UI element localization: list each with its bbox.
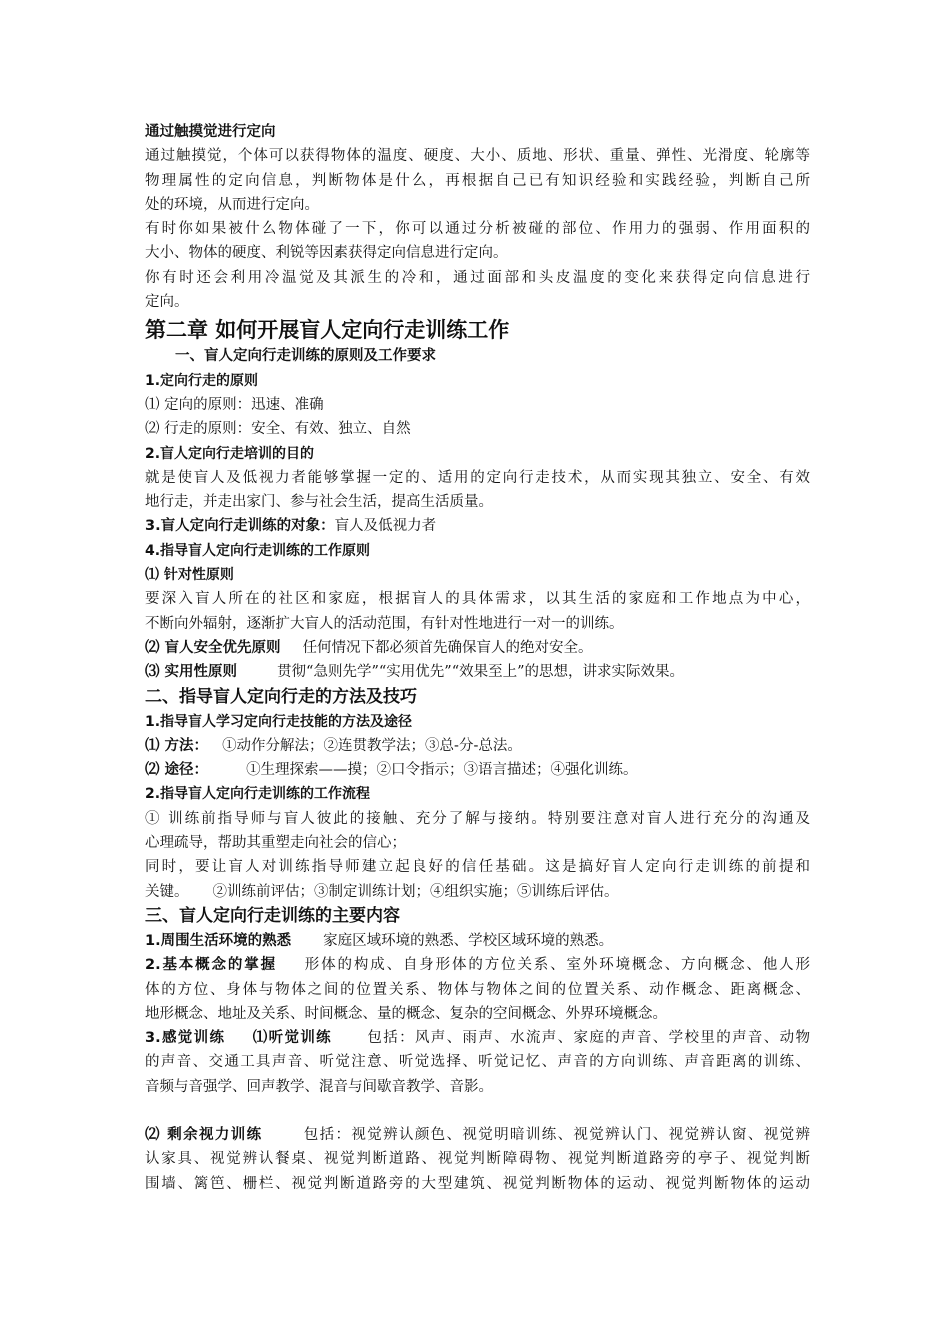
s3-vision-heading: ⑵ 剩余视力训练 — [145, 1126, 263, 1143]
s2-flow-line-2: 心理疏导，帮助其重塑走向社会的信心； — [145, 835, 406, 852]
s2-method-text: ①动作分解法；②连贯教学法；③总-分-总法。 — [222, 737, 522, 754]
principle-3-heading: ⑶ 实用性原则 — [145, 664, 238, 681]
s3-item-2-text: 形体的构成、自身形体的方位关系、室外环境概念、方向概念、他人形 — [302, 957, 810, 974]
s2-way-heading: ⑵ 途径： — [145, 762, 209, 779]
s2-flow-line-4b: ②训练前评估；③制定训练计划；④组织实施；⑤训练后评估。 — [212, 883, 619, 900]
s1-heading-4: 4.指导盲人定向行走训练的工作原则 — [145, 542, 371, 559]
s3-vision-row — [145, 1123, 810, 1147]
s1-item-1: ⑴ 定向的原则：迅速、准确 — [145, 396, 324, 413]
s2-flow-line-1: ① 训练前指导师与盲人彼此的接触、充分了解与接纳。特别要注意对盲人进行充分的沟通及 — [145, 810, 810, 827]
s1-heading-3: 3.盲人定向行走训练的对象： — [145, 518, 335, 535]
s3-item-1-text: 家庭区域环境的熟悉、学校区域环境的熟悉。 — [323, 932, 614, 949]
principle-3-row — [145, 660, 810, 684]
s2-method-row — [145, 734, 810, 758]
s2-way-row — [145, 758, 810, 782]
principle-1-line-2: 不断向外辐射，逐渐扩大盲人的活动范围，有针对性地进行一对一的训练。 — [145, 615, 624, 632]
section-2-heading: 二、指导盲人定向行走的方法及技巧 — [145, 686, 417, 707]
s3-item-2-heading: 2.基本概念的掌握 — [145, 957, 277, 974]
s3-item-3-row — [145, 1026, 810, 1050]
s1-purpose-line-2: 地行走，并走出家门、参与社会生活，提高生活质量。 — [145, 494, 493, 511]
touch-paragraph-3-line-2: 定向。 — [145, 294, 189, 311]
touch-paragraph-1-line-2: 物理属性的定向信息，判断物体是什么，再根据自己已有知识经验和实践经验，判断自己所 — [145, 172, 810, 189]
s2-flow-line-4 — [145, 880, 810, 904]
s3-item-3-line-2: 的声音、交通工具声音、听觉注意、听觉选择、听觉记忆、声音的方向训练、声音距离的训练、 — [145, 1054, 810, 1071]
principle-1-heading: ⑴ 针对性原则 — [145, 567, 234, 584]
touch-paragraph-1-line-1: 通过触摸觉，个体可以获得物体的温度、硬度、大小、质地、形状、重量、弹性、光滑度、轮廓等 — [145, 148, 810, 165]
s3-item-3-line-3: 音频与音强学、回声教学、混音与间歇音教学、音影。 — [145, 1078, 493, 1095]
s3-item-3-subheading: ⑴听觉训练 — [251, 1030, 333, 1047]
s2-flow-line-3: 同时，要让盲人对训练指导师建立起良好的信任基础。这是搞好盲人定向行走训练的前提和 — [145, 859, 810, 876]
principle-2-row — [145, 636, 810, 660]
s1-heading-1: 1.定向行走的原则 — [145, 372, 259, 389]
chapter-2-title: 第二章 如何开展盲人定向行走训练工作 — [145, 318, 510, 343]
s3-vision-line-2: 认家具、视觉辨认餐桌、视觉判断道路、视觉判断障碍物、视觉判断道路旁的亭子、视觉判断 — [145, 1151, 810, 1168]
s3-vision-line-3: 围墙、篱笆、栅栏、视觉判断道路旁的大型建筑、视觉判断物体的运动、视觉判断物体的运动 — [145, 1175, 810, 1192]
s3-item-2-line-2: 体的方位、身体与物体之间的位置关系、物体与物体之间的位置关系、动作概念、距离概念、 — [145, 981, 810, 998]
s2-heading-2: 2.指导盲人定向行走训练的工作流程 — [145, 786, 371, 803]
s3-item-1-heading: 1.周围生活环境的熟悉 — [145, 932, 292, 949]
s3-vision-text: 包括：视觉辨认颜色、视觉明暗训练、视觉辨认门、视觉辨认窗、视觉辨 — [302, 1126, 810, 1143]
s3-item-2-line-3: 地形概念、地址及关系、时间概念、量的概念、复杂的空间概念、外界环境概念。 — [145, 1005, 667, 1022]
s1-heading-3-row — [145, 514, 810, 538]
s1-heading-2: 2.盲人定向行走培训的目的 — [145, 445, 315, 462]
s2-method-heading: ⑴ 方法： — [145, 737, 209, 754]
touch-paragraph-2-line-1: 有时你如果被什么物体碰了一下，你可以通过分析被碰的部位、作用力的强弱、作用面积的 — [145, 221, 810, 238]
touch-heading: 通过触摸觉进行定向 — [145, 124, 276, 140]
principle-2-heading: ⑵ 盲人安全优先原则 — [145, 639, 281, 656]
s1-heading-3-text: 盲人及低视力者 — [334, 518, 437, 535]
principle-1-line-1: 要深入盲人所在的社区和家庭，根据盲人的具体需求，以其生活的家庭和工作地点为中心， — [145, 591, 810, 608]
document-page — [145, 120, 810, 1196]
s3-item-3-heading: 3.感觉训练 — [145, 1030, 226, 1047]
s2-heading-1: 1.指导盲人学习定向行走技能的方法及途径 — [145, 713, 413, 730]
s2-way-text: ①生理探索——摸；②口令指示；③语言描述；④强化训练。 — [246, 762, 638, 779]
s1-purpose-line-1: 就是使盲人及低视力者能够掌握一定的、适用的定向行走技术，从而实现其独立、安全、有效 — [145, 469, 810, 486]
touch-paragraph-2-line-2: 大小、物体的硬度、利锐等因素获得定向信息进行定向。 — [145, 245, 508, 262]
s3-item-3-text: 包括：风声、雨声、水流声、家庭的声音、学校里的声音、动物 — [366, 1030, 811, 1047]
touch-paragraph-3-line-1: 你有时还会利用冷温觉及其派生的冷和，通过面部和头皮温度的变化来获得定向信息进行 — [145, 269, 810, 286]
s3-item-1-row — [145, 929, 810, 953]
s1-item-2: ⑵ 行走的原则：安全、有效、独立、自然 — [145, 421, 411, 438]
principle-3-text: 贯彻“急则先学”“实用优先”“效果至上”的思想，讲求实际效果。 — [277, 664, 685, 681]
blank-line — [145, 1099, 810, 1123]
section-3-heading: 三、盲人定向行走训练的主要内容 — [145, 905, 400, 926]
s2-flow-line-4a: 关键。 — [145, 883, 189, 900]
section-1-heading: 一、盲人定向行走训练的原则及工作要求 — [175, 348, 436, 365]
principle-2-text: 任何情况下都必须首先确保盲人的绝对安全。 — [302, 639, 593, 656]
touch-paragraph-1-line-3: 处的环境，从而进行定向。 — [145, 196, 319, 213]
s3-item-2-row — [145, 953, 810, 977]
